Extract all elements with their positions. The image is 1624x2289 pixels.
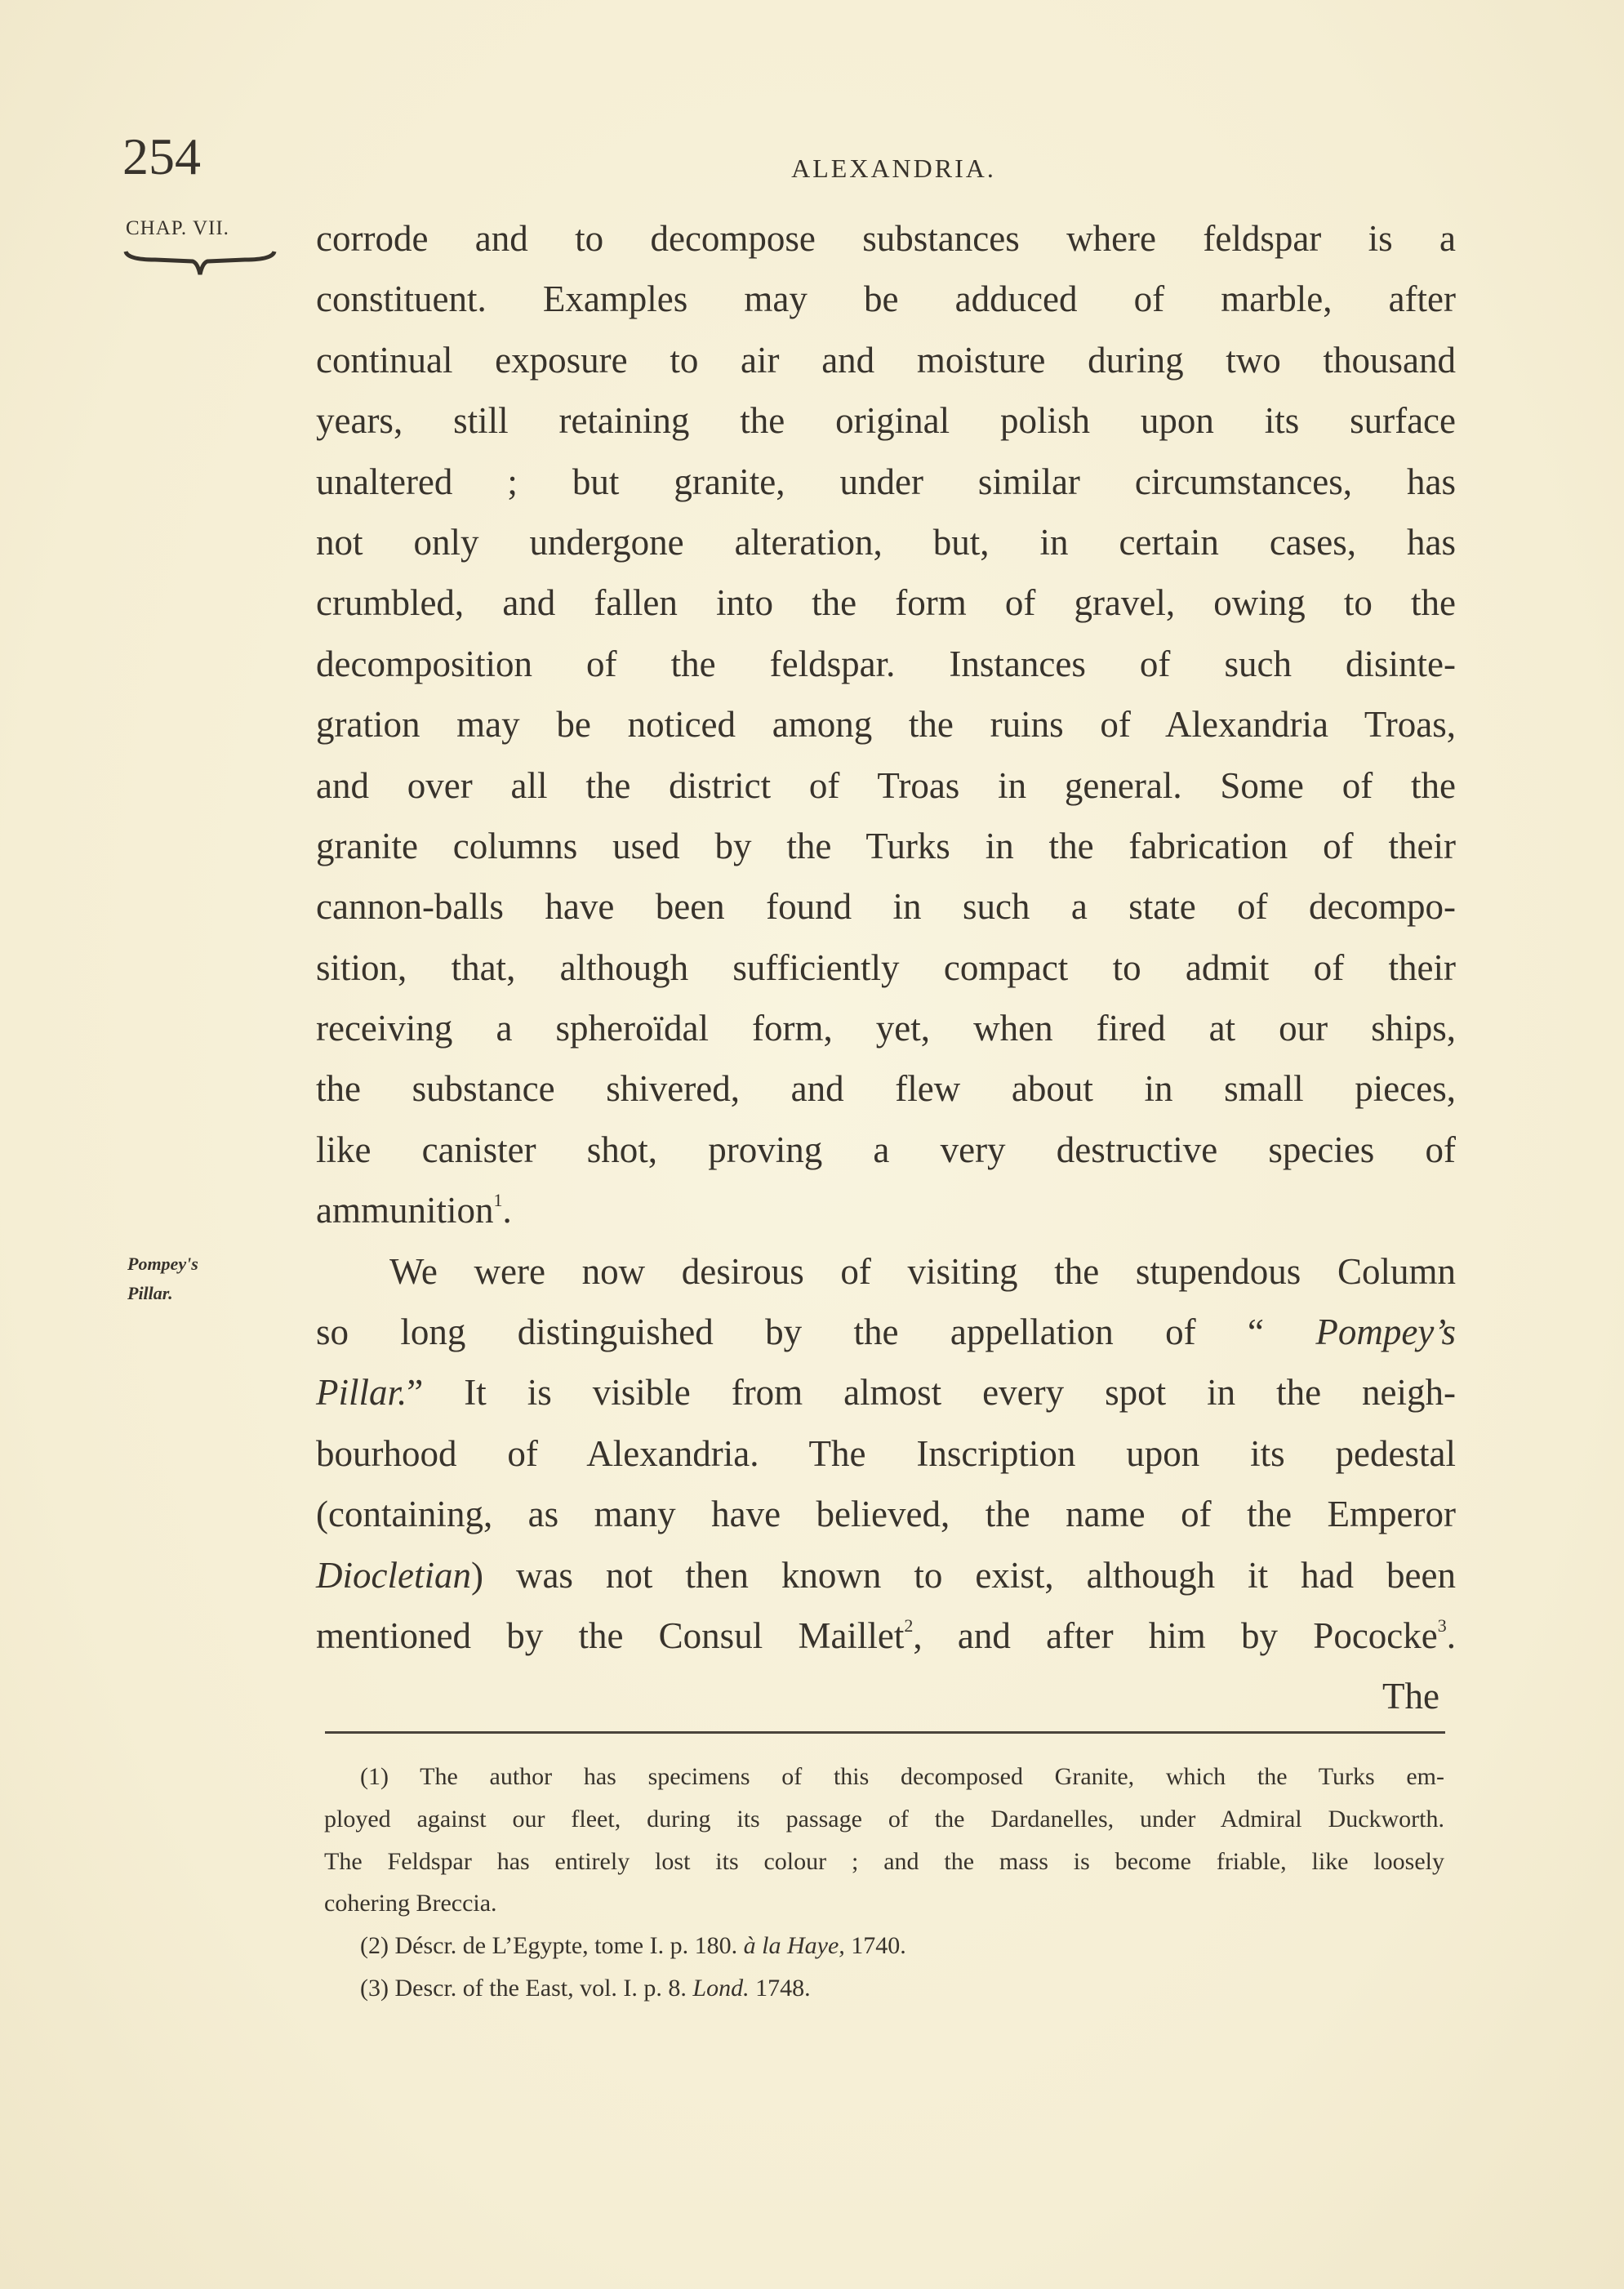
text-run: The: [1382, 1676, 1439, 1717]
text-run: the substance shivered, and flew about in small pieces,: [316, 1068, 1456, 1110]
body-line: [316, 694, 1456, 755]
page-number: 254: [122, 127, 201, 185]
body-line: [316, 1423, 1456, 1484]
body-line: [316, 876, 1456, 937]
body-line: [316, 1362, 1456, 1423]
side-note-line: Pillar.: [127, 1283, 173, 1303]
text-run: constituent. Examples may be adduced of marble, after: [316, 278, 1456, 320]
text-run: ) was not then known to exist, although it had been: [470, 1554, 1456, 1596]
running-title: ALEXANDRIA.: [791, 154, 996, 183]
text-run: Pompey’s: [1315, 1311, 1456, 1353]
body-line: [316, 572, 1456, 633]
footnote-line: [324, 1798, 1444, 1841]
body-line: [316, 390, 1456, 451]
text-run: and over all the district of Troas in general. Some of the: [316, 764, 1456, 806]
text-run: We were now desirous of visiting the stupendous Column: [389, 1250, 1456, 1292]
body-line: [316, 816, 1456, 876]
text-run: .: [1446, 1614, 1456, 1656]
text-run: cohering Breccia.: [324, 1890, 497, 1917]
body-line: [316, 755, 1456, 816]
text-run: not only undergone alteration, but, in certain cases, has: [316, 521, 1456, 563]
footnote-ref: 1: [493, 1190, 503, 1211]
body-line: [316, 1666, 1456, 1726]
text-run: Diocletian: [316, 1554, 471, 1596]
text-run: à la Haye,: [743, 1932, 845, 1960]
text-run: like canister shot, proving a very destructive species of: [316, 1129, 1456, 1170]
body-line: [316, 1241, 1456, 1302]
body-line: [316, 937, 1456, 998]
text-run: .: [502, 1190, 512, 1231]
body-line: [316, 1605, 1456, 1666]
footnote-line: [324, 1882, 1444, 1925]
body-line: [316, 634, 1456, 694]
text-run: (2) Déscr. de L’Egypte, tome I. p. 180.: [360, 1932, 744, 1960]
footnote-line: [324, 1841, 1444, 1883]
text-run: ” It is visible from almost every spot in the neigh-: [407, 1372, 1456, 1414]
text-run: , and after him by Pococke: [913, 1614, 1438, 1656]
footnote-divider: [325, 1731, 1445, 1734]
body-line: [316, 452, 1456, 512]
text-run: 1748.: [749, 1974, 811, 2002]
body-line: [316, 1484, 1456, 1544]
text-run: crumbled, and fallen into the form of gravel, owing to the: [316, 582, 1456, 624]
text-run: ammunition: [316, 1190, 494, 1231]
footnote-ref: 2: [904, 1614, 914, 1636]
footnote-ref: 3: [1437, 1614, 1447, 1636]
text-run: cannon-balls have been found in such a state of decompo-: [316, 886, 1456, 928]
text-run: Pillar.: [316, 1372, 407, 1414]
footnotes: [324, 1756, 1444, 2010]
text-run: (3) Descr. of the East, vol. I. p. 8.: [360, 1974, 693, 2002]
body-line: [316, 208, 1456, 269]
body-line: [316, 512, 1456, 572]
text-run: sition, that, although sufficiently compact to admit of their: [316, 946, 1456, 988]
text-run: so long distinguished by the appellation of “: [316, 1311, 1316, 1353]
text-run: years, still retaining the original polish upon its surface: [316, 400, 1456, 442]
text-run: Lond.: [692, 1974, 750, 2002]
text-run: continual exposure to air and moisture during two thousand: [316, 339, 1456, 381]
text-run: decomposition of the feldspar. Instances of such disinte-: [316, 643, 1456, 684]
footnote-line: [324, 1925, 1444, 1967]
text-run: bourhood of Alexandria. The Inscription upon its pedestal: [316, 1432, 1456, 1474]
side-note-line: Pompey's: [127, 1254, 198, 1274]
text-run: corrode and to decompose substances where feldspar is a: [316, 218, 1456, 259]
body-line: [316, 1545, 1456, 1605]
body-line: [316, 330, 1456, 390]
body-line: [316, 1180, 1456, 1240]
body-line: [316, 998, 1456, 1058]
brace-ornament-icon: [122, 250, 278, 278]
footnote-line: [324, 1967, 1444, 2010]
text-run: unaltered ; but granite, under similar circumstances, has: [316, 461, 1456, 502]
body-line: [316, 1120, 1456, 1180]
body-line: [316, 1302, 1456, 1362]
text-run: receiving a spheroïdal form, yet, when fired at our ships,: [316, 1008, 1456, 1049]
body-line: [316, 1058, 1456, 1119]
text-run: mentioned by the Consul Maillet: [316, 1614, 905, 1656]
text-run: 1740.: [844, 1932, 906, 1960]
text-run: granite columns used by the Turks in the fabrication of their: [316, 825, 1456, 866]
footnote-line: [324, 1756, 1444, 1798]
body-text: [316, 208, 1456, 1727]
text-run: gration may be noticed among the ruins of Alexandria Troas,: [316, 704, 1456, 746]
body-line: [316, 269, 1456, 329]
text-run: ployed against our fleet, during its passage of the Dardanelles, under Admiral Duckworth.: [324, 1805, 1444, 1833]
text-run: (containing, as many have believed, the name of the Emperor: [316, 1494, 1456, 1535]
chapter-margin-label: CHAP. VII.: [126, 217, 229, 239]
text-run: The Feldspar has entirely lost its colour ; and the mass is become friable, like loosely: [324, 1847, 1444, 1875]
text-run: (1) The author has specimens of this decomposed Granite, which the Turks em-: [360, 1763, 1444, 1790]
side-note: [127, 1249, 198, 1308]
